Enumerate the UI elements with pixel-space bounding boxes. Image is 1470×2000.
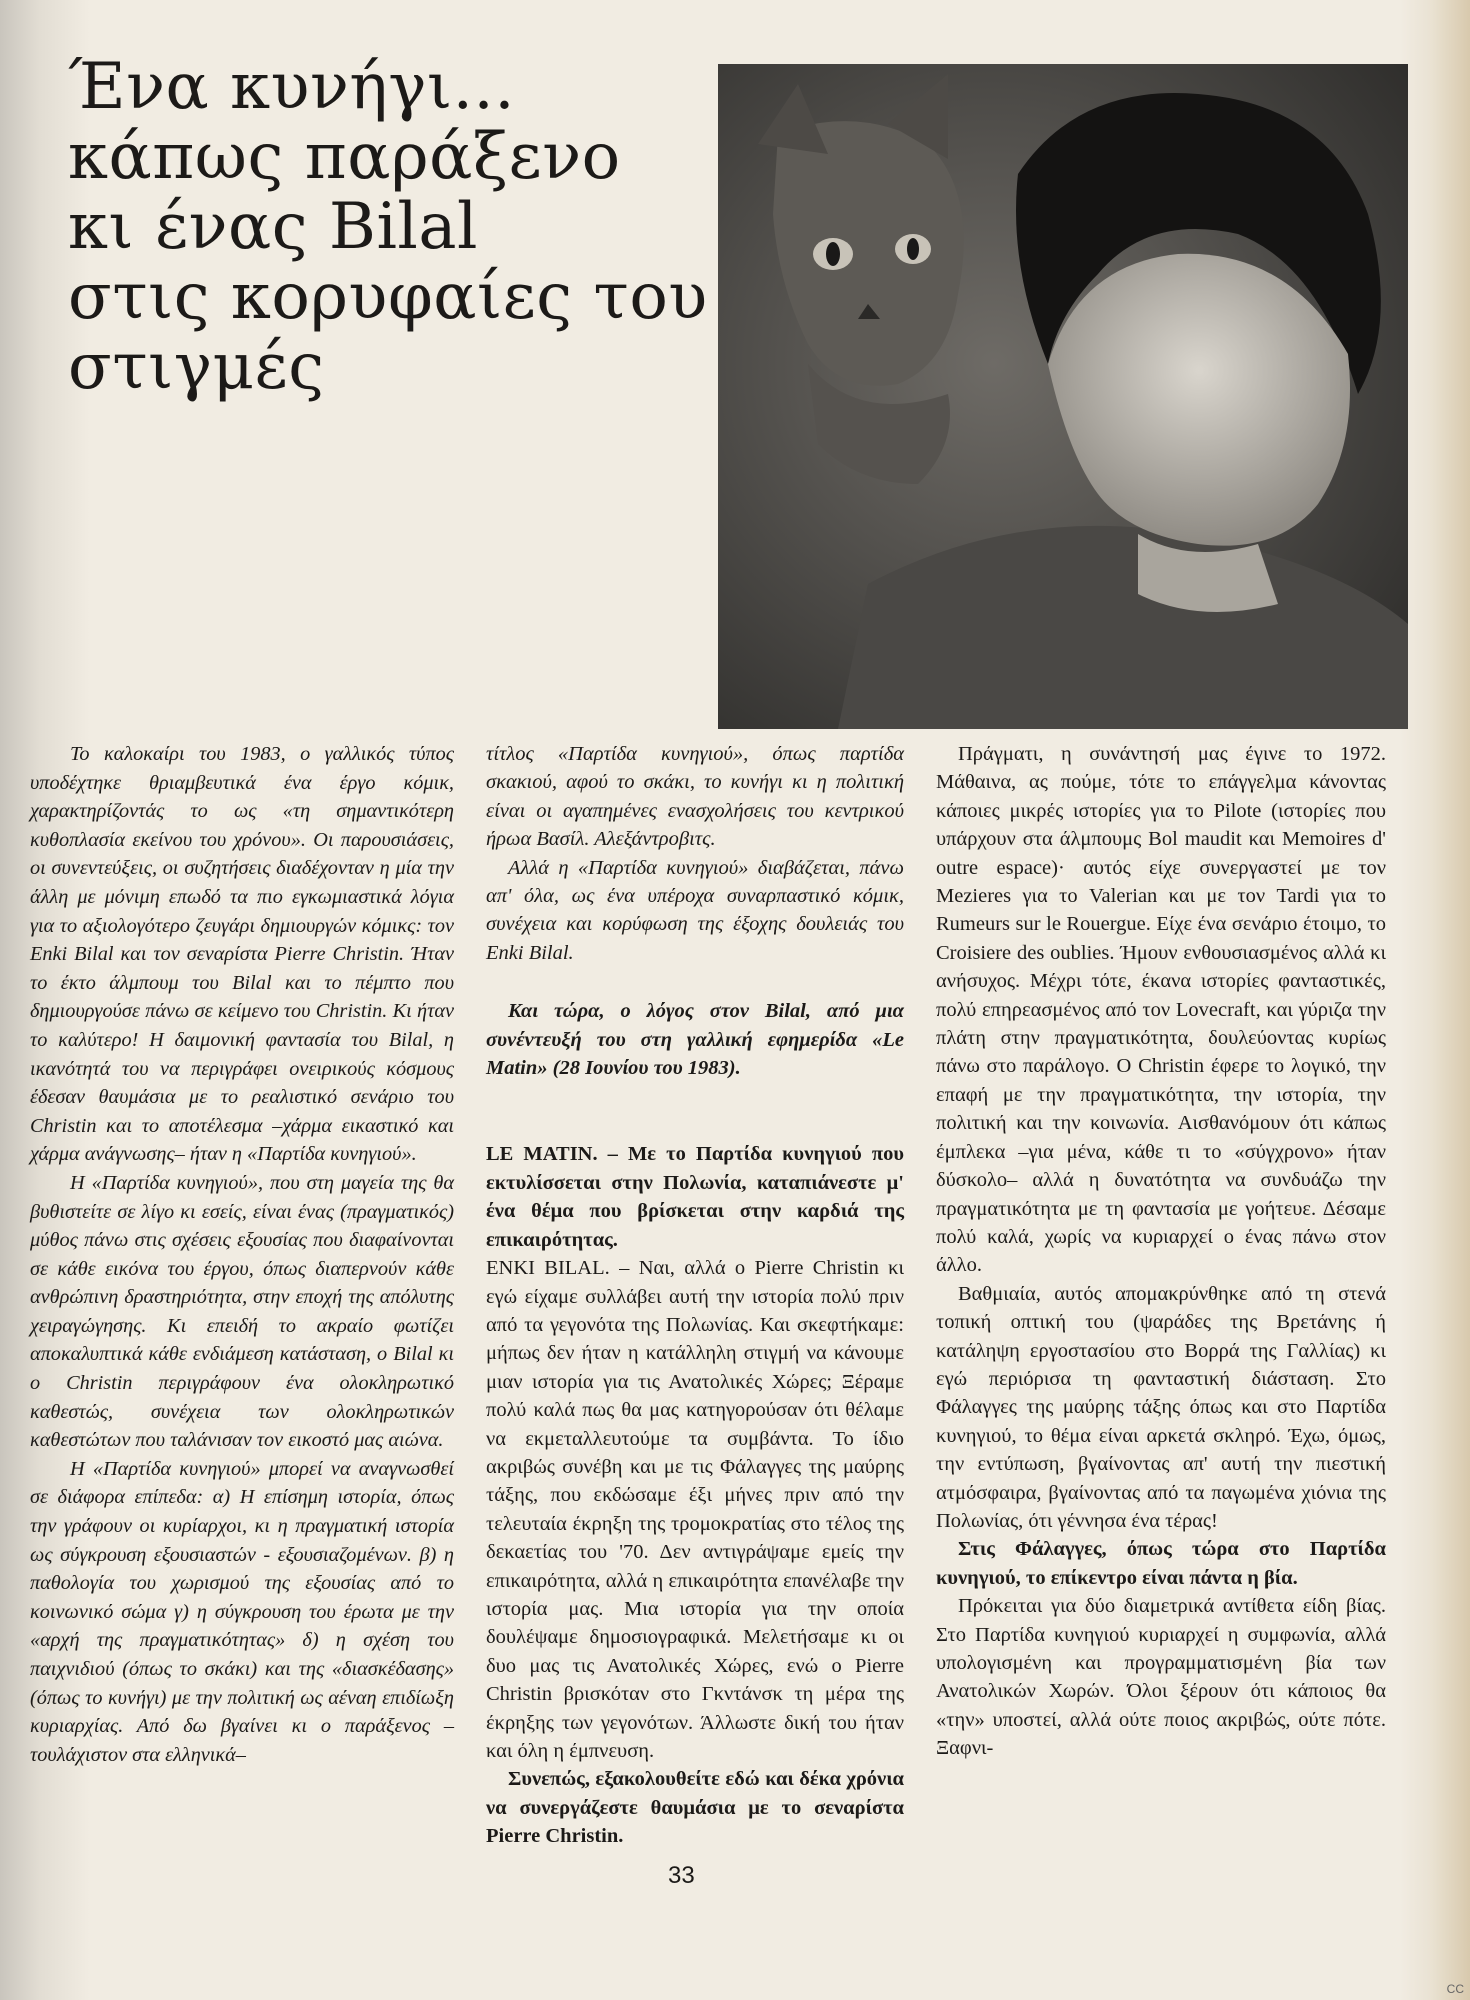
col2-question-2: Συνεπώς, εξακολουθείτε εδώ και δέκα χρόνια να συνεργάζεστε θαυμάσια με το σεναρίστα Pierre Christin. xyxy=(486,1768,904,1848)
page-edge xyxy=(1430,0,1470,2000)
col3-paragraph-3: Πρόκειται για δύο διαμετρικά αντίθετα είδη βίας. Στο Παρτίδα κυνηγιού κυριαρχεί η συμφωνία, αλλά υπολογισμένη και προγραμματισμένη βία των Ανατολικών Χωρών. Όλοι ξέρουν ότι κάποιος θα «την» υποστεί, αλλά ούτε ποιος ακριβώς, ούτε πότε. Ξαφνι- xyxy=(936,1595,1386,1760)
article-title xyxy=(68,52,728,402)
corner-mark: CC xyxy=(1446,1982,1464,1996)
spacer xyxy=(486,1082,904,1140)
answer-text: – Ναι, αλλά ο Pierre Christin κι εγώ είχαμε συλλάβει αυτή την ιστορία πολύ πριν από τα γεγονότα της Πολωνίας. Και σκεφτήκαμε: μήπως δεν ήταν η κατάλληλη στιγμή να κάνουμε μιαν ιστορία για τις Ανατολικές Χώρες; Ξέραμε πολύ καλά πως θα μας κατηγορούσαν ότι θέλαμε να εκμεταλλευτούμε τα συμβάντα. Το ίδιο ακριβώς συνέβη και με τις Φάλαγγες της μαύρης τάξης, που εκδώσαμε έξι μήνες πριν από την τελευταία έκρηξη της τρομοκρατίας στο τέλος της δεκαετίας του '70. Δεν αντιγράψαμε εμείς την επικαιρότητα, αλλά η επικαιρότητα επανέλαβε την ιστορία μας. Μια ιστορία για την οποία δουλέψαμε δημοσιογραφικά. Μελετήσαμε κι οι δυο μας τις Ανατολικές Χώρες, ενώ ο Pierre Christin βρισκόταν στο Γκντάνσκ τη μέρα της έκρηξης των γεγονότων. Άλλωστε δική του ήταν και όλη η έμπνευση. xyxy=(486,1257,905,1762)
title-line-3: κι ένας Bilal xyxy=(68,190,478,264)
col2-question-1: LE MATIN. – Με το Παρτίδα κυνηγιού που εκτυλίσσεται στην Πολωνία, καταπιάνεστε μ' ένα θέμα που βρίσκεται στην καρδιά της επικαιρότητας. xyxy=(486,1143,904,1251)
column-1 xyxy=(30,740,454,1769)
title-line-4: στις κορυφαίες του xyxy=(68,260,708,334)
column-3 xyxy=(936,740,1386,1763)
portrait-photo-icon xyxy=(718,64,1408,729)
col1-paragraph-3: Η «Παρτίδα κυνηγιού» μπορεί να αναγνωσθεί σε διάφορα επίπεδα: α) Η επίσημη ιστορία, όπως την γράφουν οι κυρίαρχοι, κι η πραγματική ιστορία ως σύγκρουση εξουσιαστών - εξουσιαζομένων. β) η παθολογία του χωρισμού της εξουσίας από το κοινωνικό σώμα γ) η σύγκρουση του έρωτα με την «αρχή της πραγματικότητας» δ) η σχέση του παιχνιδιού (όπως το σκάκι) και της «διασκέδασης» (όπως το κυνήγι) με την πολιτική ως αέναη επιδίωξη κυριαρχίας. Από δω βγαίνει κι ο παράξενος –τουλάχιστον στα ελληνικά– xyxy=(30,1457,454,1766)
title-line-5: στιγμές xyxy=(68,330,325,404)
title-line-1: Ένα κυνήγι... xyxy=(68,50,516,124)
col2-intro-1: τίτλος «Παρτίδα κυνηγιού», όπως παρτίδα σκακιού, αφού το σκάκι, το κυνήγι κι η πολιτική είναι οι αγαπημένες ενασχολήσεις του κεντρικού ήρωα Βασίλ. Αλεξάντροβιτς. xyxy=(486,743,904,851)
spacer xyxy=(486,967,904,997)
col3-paragraph-1: Πράγματι, η συνάντησή μας έγινε το 1972. Μάθαινα, ας πούμε, τότε το επάγγελμα κάνοντας κάποιες μικρές ιστορίες για το Pilote (ιστορίες που υπάρχουν στα άλμπουμς Bol maudit και Memoires d' outre espace)· αυτός είχε συνεργαστεί με τον Mezieres για το Valerian και με τον Tardi για το Rumeurs sur le Rouergue. Είχε ένα σενάριο έτοιμο, το Croisiere des oublies. Ήμουν ενθουσιασμένος αλλά κι ανήσυχος. Μέχρι τότε, έκανα ιστορίες φανταστικές, πολύ επηρεασμένος από τον Lovecraft, και γύριζα την πλάτη στην πραγματικότητα, δουλεύοντας κυρίως πάνω στο παράλογο. Ο Christin έφερε το λογικό, την επαφή με την πραγματικότητα, την ιστορία, την πολιτική και την κοινωνία. Αισθανόμουν ότι κάπως έμπλεκα –για μένα, κάθε τι το «σύγχρονο» ήταν δύσκολο– αλλά η δυνατότητα να συνδυάζω την πραγματικότητα με τη φαντασία με γοήτευε. Δέσαμε πολύ καλά, χωρίς να κυριαρχεί ο ένας πάνω στον άλλο. xyxy=(936,743,1386,1277)
col2-lead: Και τώρα, ο λόγος στον Bilal, από μια συνέντευξή του στη γαλλική εφημερίδα «Le Matin» (28 Ιουνίου του 1983). xyxy=(486,1000,904,1080)
col2-answer-1 xyxy=(486,1254,904,1765)
column-2 xyxy=(486,740,904,1851)
page-number: 33 xyxy=(668,1862,695,1889)
col2-intro-2: Αλλά η «Παρτίδα κυνηγιού» διαβάζεται, πάνω απ' όλα, ως ένα υπέροχα συναρπαστικό κόμικ, συνέχεια και κορύφωση της έξοχης δουλειάς του Enki Bilal. xyxy=(486,856,904,964)
col3-question: Στις Φάλαγγες, όπως τώρα στο Παρτίδα κυνηγιού, το επίκεντρο είναι πάντα η βία. xyxy=(936,1538,1386,1589)
answer-speaker: ENKI BILAL. xyxy=(486,1257,610,1280)
col1-paragraph-2: Η «Παρτίδα κυνηγιού», που στη μαγεία της θα βυθιστείτε σε λίγο κι εσείς, είναι ένας (πραγματικός) μύθος πάνω στις σχέσεις εξουσίας που διαφαίνονται σε κάθε εικόνα του έργου, όπως διαπερνούν κάθε ανθρώπινη δραστηριότητα, στην εποχή της απόλυτης χειραγώγησης. Κι επειδή το ακραίο φωτίζει αποκαλυπτικά κάθε ενδιάμεση κατάσταση, ο Bilal κι ο Christin περιγράφουν ένα ολοκληρωτικό καθεστώς, συνέχεια των ολοκληρωτικών καθεστώτων που ταλάνισαν τον εικοστό μας αιώνα. xyxy=(30,1171,454,1452)
col1-paragraph-1: Το καλοκαίρι του 1983, ο γαλλικός τύπος υποδέχτηκε θριαμβευτικά ένα έργο κόμικ, χαρακτηρίζοντάς το ως «τη σημαντικότερη κυθοπλασία εκείνου του χρόνου». Οι παρουσιάσεις, οι συνεντεύξεις, οι συζητήσεις διαδέχονταν η μία την άλλη με μόνιμη επωδό τα πιο εγκωμιαστικά λόγια για το αξιολογότερο ζευγάρι δημιουργών κόμικς: τον Enki Bilal και τον σεναρίστα Pierre Christin. Ήταν το έκτο άλμπουμ του Bilal και το πέμπτο που δημιουργούσε πάνω σε κείμενο του Christin. Κι ήταν το καλύτερο! Η δαιμονική φαντασία του Bilal, η ικανότητά του να περιγράφει ονειρικούς κόσμους έδεσαν θαυμάσια με το ρεαλιστικό σενάριο του Christin και το αποτέλεσμα –χάρμα εικαστικό και χάρμα ανάγνωσης– ήταν η «Παρτίδα κυνηγιού». xyxy=(30,743,454,1166)
col3-paragraph-2: Βαθμιαία, αυτός απομακρύνθηκε από τη στενά τοπική οπτική του (ψαράδες της Βρετάνης ή κατάληψη εργοστασίου στο Βορρά της Γαλλίας) κι εγώ περιόρισα τη φανταστική διάσταση. Στο Φάλαγγες της μαύρης τάξης όπως και στο Παρτίδα κυνηγιού, το θέμα είναι αρκετά σκληρό. Έχω, όμως, την εντύπωση, βγαίνοντας απ' αυτή την πιεστική ατμόσφαιρα, βγαίνοντας από τα παγωμένα χιόνια της Πολωνίας, ότι γέννησα ένα τέρας! xyxy=(936,1282,1386,1532)
title-line-2: κάπως παράξενο xyxy=(68,120,621,194)
